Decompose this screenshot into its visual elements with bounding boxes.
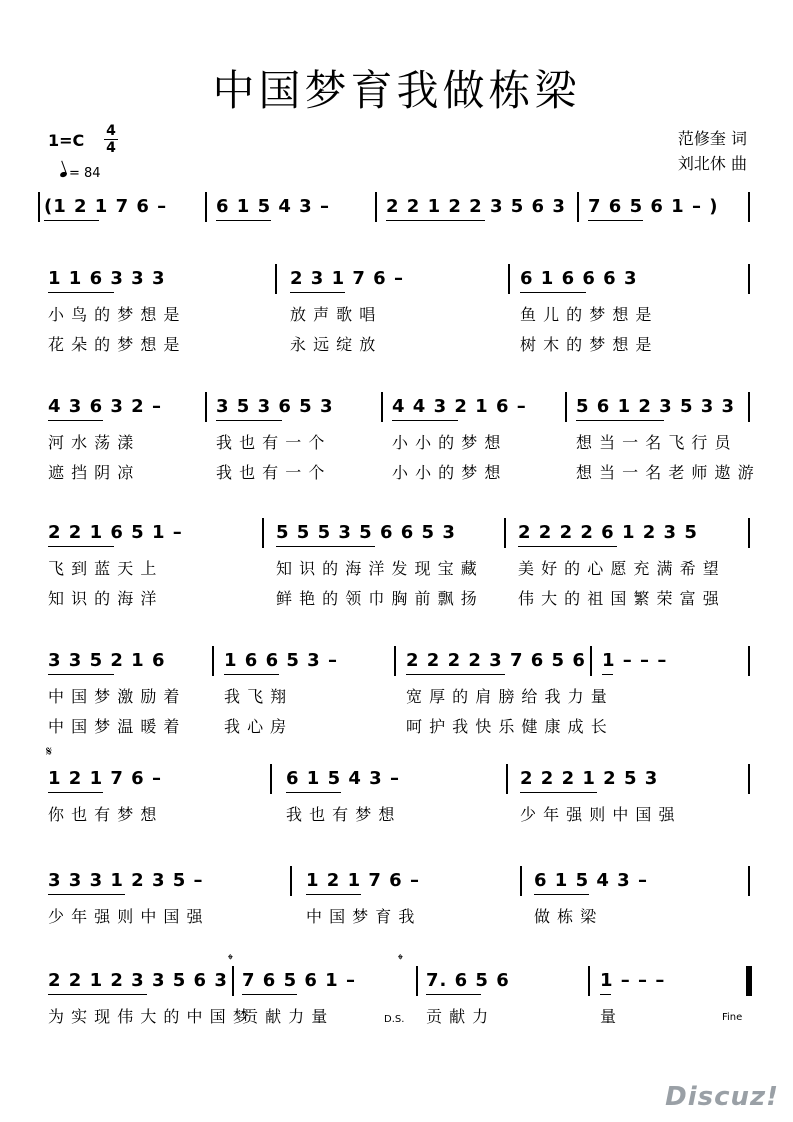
lyrics-verse2-row5-part2: 我 心 房 <box>224 717 288 736</box>
fine-mark: Fine <box>722 1012 743 1023</box>
notes-row8-measure3: 7. 6 5 6 <box>426 970 510 991</box>
notes-row5-measure1: 3 3 5 2 1 6 <box>48 650 166 671</box>
lyrics-verse1-row2-part1: 小 鸟 的 梦 想 是 <box>48 305 181 324</box>
time-signature-top: 4 <box>106 123 116 139</box>
barline <box>205 192 207 222</box>
composer-credit: 刘北休 曲 <box>677 154 747 173</box>
lyrics-verse2-row3-part1: 遮 挡 阴 凉 <box>48 463 135 482</box>
barline <box>748 764 750 794</box>
lyrics-verse2-row4-part2: 鲜 艳 的 领 巾 胸 前 飘 扬 <box>276 589 478 608</box>
beam-line <box>44 220 99 221</box>
song-title: 中国梦育我做栋梁 <box>212 66 581 115</box>
notes-row2-measure1: 1 1 6 3 3 3 <box>48 268 166 289</box>
lyrics-verse1-row2-part3: 鱼 儿 的 梦 想 是 <box>520 305 653 324</box>
lyrics-verse2-row3-part2: 我 也 有 一 个 <box>216 463 326 482</box>
barline <box>748 392 750 422</box>
barline <box>520 866 522 896</box>
beam-line <box>216 420 282 421</box>
beam-line <box>426 994 481 995</box>
notes-row1-measure1: (1 2 1 7 6 – <box>44 196 168 217</box>
lyricist-credit: 范修奎 词 <box>677 129 747 148</box>
lyrics-verse2-row3-part3: 小 小 的 梦 想 <box>392 463 502 482</box>
barline <box>588 966 590 996</box>
lyrics-verse1-row5-part2: 我 飞 翔 <box>224 687 288 706</box>
beam-line <box>48 674 114 675</box>
beam-line <box>406 674 505 675</box>
lyrics-verse2-row2-part3: 树 木 的 梦 想 是 <box>520 335 653 354</box>
lyrics-verse1-row3-part2: 我 也 有 一 个 <box>216 433 326 452</box>
notes-row1-measure2: 6 1 5 4 3 – <box>216 196 330 217</box>
notes-row4-measure2: 5 5 5 3 5 6 6 5 3 <box>276 522 456 543</box>
notes-row8-measure4: 1 – – – <box>600 970 666 991</box>
watermark-logo: Discuz! <box>665 1082 779 1112</box>
barline <box>577 192 579 222</box>
barline <box>748 518 750 548</box>
barline <box>506 764 508 794</box>
lyrics-verse2-row4-part1: 知 识 的 海 洋 <box>48 589 158 608</box>
lyrics-verse1-row7-part3: 做 栋 梁 <box>534 907 598 926</box>
barline <box>590 646 592 676</box>
notes-row3-measure3: 4 4 3 2 1 6 – <box>392 396 527 417</box>
barline <box>416 966 418 996</box>
notes-row8-measure1: 2 2 1 2 3 3 5 6 3 <box>48 970 228 991</box>
lyrics-verse1-row7-part1: 少 年 强 则 中 国 强 <box>48 907 204 926</box>
lyrics-verse1-row2-part2: 放 声 歌 唱 <box>290 305 377 324</box>
beam-line <box>48 292 114 293</box>
ds-mark: D.S. <box>384 1014 405 1025</box>
beam-line <box>242 994 297 995</box>
lyrics-verse1-row8-part3: 贡 献 力 <box>426 1007 490 1026</box>
segno-sign: 𝄋 <box>46 744 53 760</box>
lyrics-verse1-row6-part1: 你 也 有 梦 想 <box>48 805 158 824</box>
notes-row4-measure3: 2 2 2 2 6 1 2 3 5 <box>518 522 698 543</box>
barline <box>375 192 377 222</box>
coda-sign-1: 𝄌 <box>228 952 233 968</box>
barline <box>262 518 264 548</box>
notes-row7-measure2: 1 2 1 7 6 – <box>306 870 420 891</box>
lyrics-verse1-row6-part3: 少 年 强 则 中 国 强 <box>520 805 676 824</box>
lyrics-verse2-row2-part1: 花 朵 的 梦 想 是 <box>48 335 181 354</box>
lyrics-verse2-row2-part2: 永 远 绽 放 <box>290 335 377 354</box>
lyrics-verse1-row3-part4: 想 当 一 名 飞 行 员 <box>576 433 732 452</box>
barline <box>504 518 506 548</box>
barline <box>394 646 396 676</box>
lyrics-verse1-row8-part4: 量 <box>600 1007 618 1026</box>
beam-line <box>306 894 361 895</box>
beam-line <box>48 420 103 421</box>
lyrics-verse1-row4-part1: 飞 到 蓝 天 上 <box>48 559 158 578</box>
notes-row2-measure3: 6 1 6 6 6 3 <box>520 268 638 289</box>
coda-sign-2: 𝄌 <box>398 952 403 968</box>
barline <box>212 646 214 676</box>
beam-line <box>520 292 586 293</box>
notes-row6-measure3: 2 2 2 1 2 5 3 <box>520 768 659 789</box>
barline <box>232 966 234 996</box>
beam-line <box>518 546 617 547</box>
beam-line <box>576 420 664 421</box>
beam-line <box>534 894 589 895</box>
notes-row4-measure1: 2 2 1 6 5 1 – <box>48 522 183 543</box>
notes-row2-measure2: 2 3 1 7 6 – <box>290 268 404 289</box>
beam-line <box>224 674 279 675</box>
barline <box>508 264 510 294</box>
time-signature <box>104 124 118 155</box>
lyrics-verse1-row5-part3: 宽 厚 的 肩 膀 给 我 力 量 <box>406 687 608 706</box>
lyrics-verse2-row5-part3: 呵 护 我 快 乐 健 康 成 长 <box>406 717 608 736</box>
beam-line <box>48 546 114 547</box>
lyrics-verse1-row3-part3: 小 小 的 梦 想 <box>392 433 502 452</box>
notes-row7-measure1: 3 3 3 1 2 3 5 – <box>48 870 204 891</box>
beam-line <box>386 220 485 221</box>
lyrics-verse1-row7-part2: 中 国 梦 育 我 <box>306 907 416 926</box>
lyrics-verse1-row5-part1: 中 国 梦 激 励 着 <box>48 687 181 706</box>
lyrics-verse2-row4-part3: 伟 大 的 祖 国 繁 荣 富 强 <box>518 589 720 608</box>
notes-row7-measure3: 6 1 5 4 3 – <box>534 870 648 891</box>
beam-line <box>48 894 125 895</box>
notes-row6-measure2: 6 1 5 4 3 – <box>286 768 400 789</box>
barline <box>270 764 272 794</box>
barline <box>748 866 750 896</box>
notes-row5-measure4: 1 – – – <box>602 650 668 671</box>
beam-line <box>588 220 643 221</box>
beam-line <box>600 994 611 995</box>
barline <box>290 866 292 896</box>
time-signature-bottom: 4 <box>106 140 116 156</box>
barline <box>748 192 750 222</box>
lyrics-verse2-row3-part4: 想 当 一 名 老 师 遨 游 <box>576 463 755 482</box>
barline <box>381 392 383 422</box>
barline <box>748 264 750 294</box>
beam-line <box>216 220 271 221</box>
lyrics-verse1-row8-part2: 贡 献 力 量 <box>242 1007 329 1026</box>
lyrics-verse1-row3-part1: 河 水 荡 漾 <box>48 433 135 452</box>
lyrics-verse1-row8-part1: 为 实 现 伟 大 的 中 国 梦 <box>48 1007 250 1026</box>
tempo-marking <box>60 166 101 181</box>
notes-row3-measure2: 3 5 3 6 5 3 <box>216 396 334 417</box>
notes-row5-measure2: 1 6 6 5 3 – <box>224 650 338 671</box>
beam-line <box>48 792 103 793</box>
beam-line <box>520 792 597 793</box>
notes-row1-measure4: 7 6 5 6 1 – ) <box>588 196 719 217</box>
barline <box>38 192 40 222</box>
barline <box>205 392 207 422</box>
notes-row3-measure1: 4 3 6 3 2 – <box>48 396 162 417</box>
final-barline <box>748 966 752 996</box>
beam-line <box>392 420 458 421</box>
notes-row8-measure2: 7 6 5 6 1 – <box>242 970 356 991</box>
beam-line <box>602 674 613 675</box>
barline <box>748 646 750 676</box>
lyrics-verse1-row4-part3: 美 好 的 心 愿 充 满 希 望 <box>518 559 720 578</box>
barline <box>275 264 277 294</box>
notes-row1-measure3: 2 2 1 2 2 3 5 6 3 <box>386 196 566 217</box>
notes-row6-measure1: 1 2 1 7 6 – <box>48 768 162 789</box>
beam-line <box>290 292 345 293</box>
lyrics-verse2-row5-part1: 中 国 梦 温 暖 着 <box>48 717 181 736</box>
notes-row3-measure4: 5 6 1 2 3 5 3 3 <box>576 396 736 417</box>
barline <box>565 392 567 422</box>
lyrics-verse1-row6-part2: 我 也 有 梦 想 <box>286 805 396 824</box>
beam-line <box>48 994 147 995</box>
key-signature: 1=C <box>48 131 85 150</box>
tempo-value: = 84 <box>69 166 101 181</box>
quarter-note-icon <box>59 171 67 178</box>
beam-line <box>276 546 375 547</box>
lyrics-verse1-row4-part2: 知 识 的 海 洋 发 现 宝 藏 <box>276 559 478 578</box>
beam-line <box>286 792 341 793</box>
notes-row5-measure3: 2 2 2 2 3 7 6 5 6 <box>406 650 586 671</box>
